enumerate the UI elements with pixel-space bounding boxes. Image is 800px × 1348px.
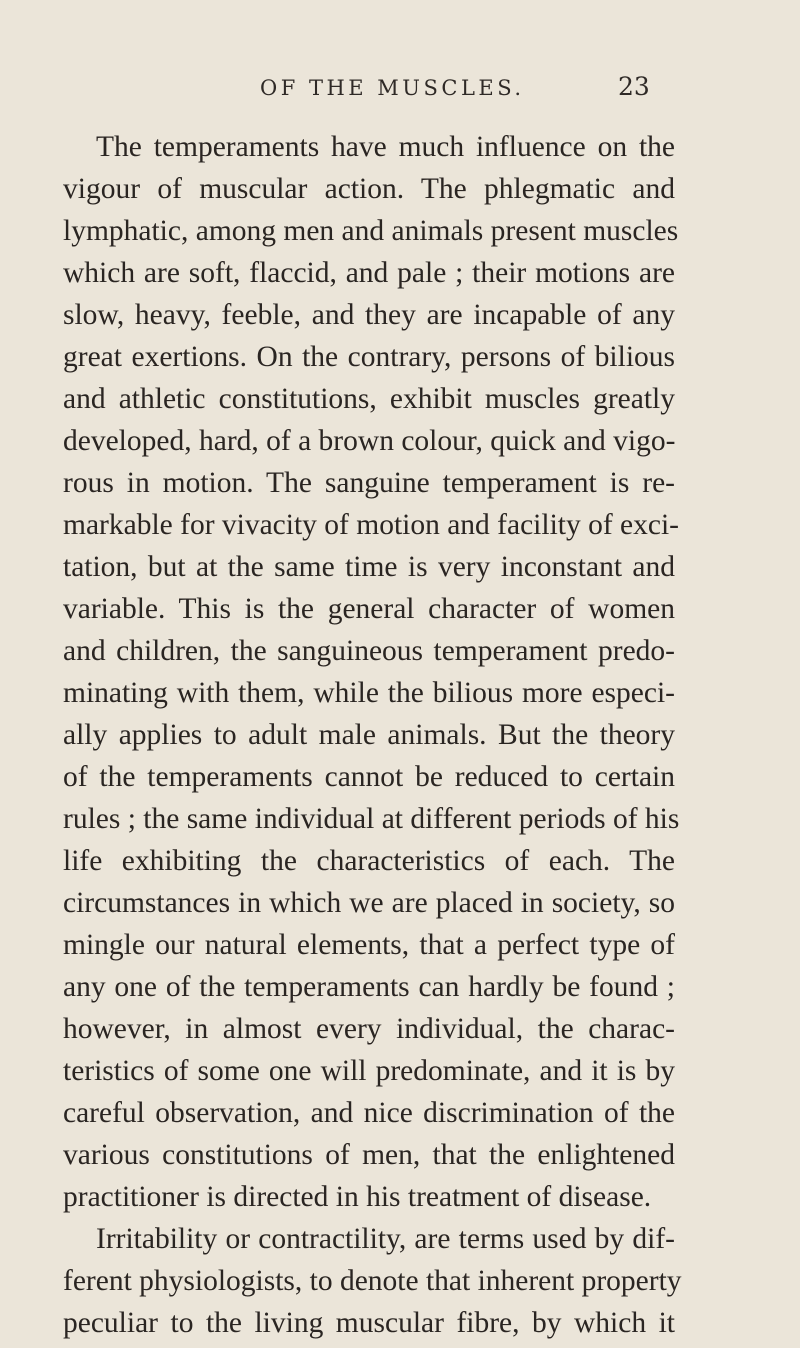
- running-head: [0, 70, 800, 110]
- text-line: lymphatic, among men and animals present muscles: [63, 215, 679, 247]
- text-line: however, in almost every individual, the charac-: [63, 1013, 675, 1045]
- text-line: slow, heavy, feeble, and they are incapable of any: [63, 299, 675, 331]
- text-line: Irritability or contractility, are terms used by dif-: [96, 1223, 675, 1255]
- text-line: rous in motion. The sanguine temperament is re-: [63, 467, 675, 499]
- text-line: and children, the sanguineous temperament predo-: [63, 635, 675, 667]
- text-line: any one of the temperaments can hardly be found ;: [63, 971, 675, 1003]
- text-line: teristics of some one will predominate, and it is by: [63, 1055, 675, 1087]
- text-line: and athletic constitutions, exhibit muscles greatly: [63, 383, 675, 415]
- text-line: mingle our natural elements, that a perfect type of: [63, 929, 675, 961]
- page-number: 23: [618, 72, 650, 101]
- text-line: circumstances in which we are placed in society, so: [63, 887, 675, 919]
- text-line: vigour of muscular action. The phlegmatic and: [63, 173, 675, 205]
- text-line: minating with them, while the bilious more especi-: [63, 677, 675, 709]
- text-line: developed, hard, of a brown colour, quick and vigo-: [63, 425, 676, 457]
- text-line: tation, but at the same time is very inconstant and: [63, 551, 675, 583]
- text-line: variable. This is the general character of women: [63, 593, 675, 625]
- text-line: life exhibiting the characteristics of each. The: [63, 845, 675, 877]
- text-line: careful observation, and nice discrimination of the: [63, 1097, 675, 1129]
- text-line: great exertions. On the contrary, persons of bilious: [63, 341, 675, 373]
- text-line: markable for vivacity of motion and facility of exci-: [63, 509, 679, 541]
- text-line: of the temperaments cannot be reduced to certain: [63, 761, 675, 793]
- text-line: rules ; the same individual at different periods of his: [63, 803, 680, 835]
- text-line: ferent physiologists, to denote that inherent property: [63, 1265, 682, 1297]
- text-line: peculiar to the living muscular fibre, by which it: [63, 1307, 675, 1339]
- text-line: which are soft, flaccid, and pale ; their motions are: [63, 257, 675, 289]
- text-line: The temperaments have much influence on the: [96, 131, 675, 163]
- text-line: various constitutions of men, that the enlightened: [63, 1139, 675, 1171]
- running-title: OF THE MUSCLES.: [260, 76, 525, 100]
- text-line: practitioner is directed in his treatment of disease.: [63, 1181, 652, 1213]
- text-line: ally applies to adult male animals. But the theory: [63, 719, 675, 751]
